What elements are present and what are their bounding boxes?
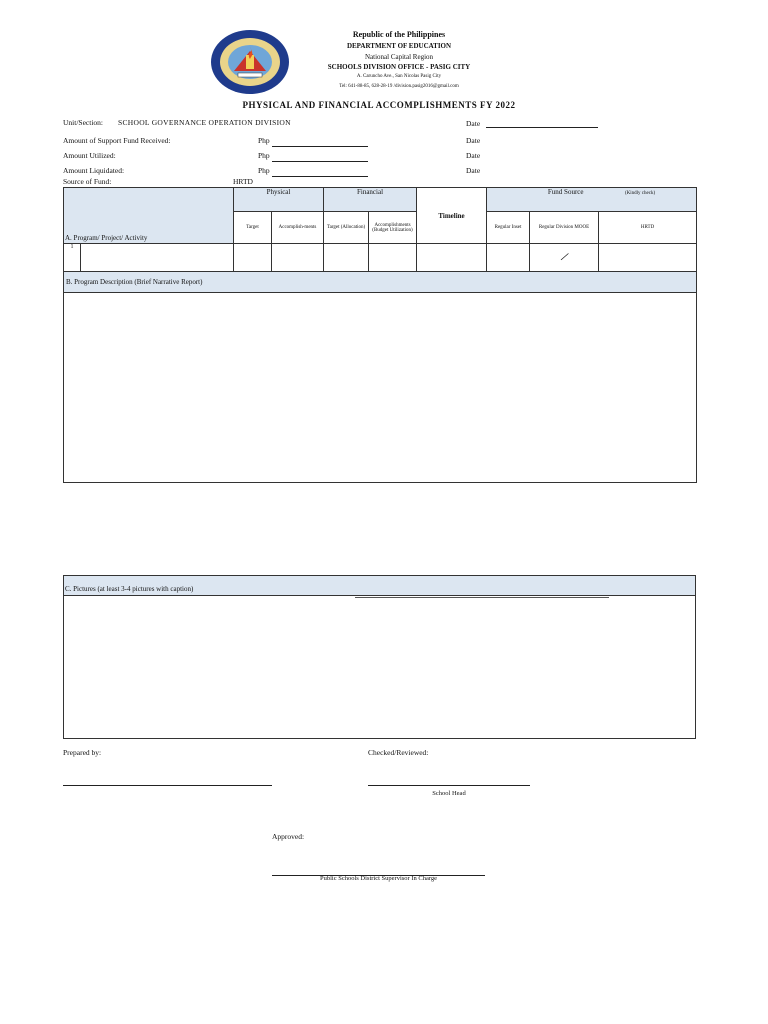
physical-header: Physical [234, 188, 324, 212]
header-office: SCHOOLS DIVISION OFFICE - PASIG CITY [327, 63, 471, 71]
date-label-4: Date [466, 166, 481, 175]
amount-liquidated-field[interactable] [272, 176, 368, 177]
amount-liquidated-label: Amount Liquidated: [63, 166, 125, 175]
program-header-cell [64, 188, 234, 244]
prepared-by-label: Prepared by: [63, 748, 102, 757]
financial-accomplishments-header: Accomplishments (Budget Utilization) [369, 212, 417, 244]
date-label-3: Date [466, 151, 481, 160]
php-label-2: Php [258, 151, 270, 160]
financial-accomplishments-cell[interactable] [369, 244, 417, 272]
fund-source-header: Fund Source [547, 188, 584, 196]
source-of-fund-value: HRTD [233, 177, 253, 186]
physical-target-cell[interactable] [234, 244, 272, 272]
regular-insert-header: Regular Inset [487, 212, 530, 244]
header-contact: Tel: 641-88-85, 628-28-19 /division.pasig2016@gmail.com [339, 84, 459, 89]
page-title: PHYSICAL AND FINANCIAL ACCOMPLISHMENTS FY 2022 [242, 100, 516, 110]
physical-target-header: Target [234, 212, 272, 244]
support-fund-label: Amount of Support Fund Received: [63, 136, 171, 145]
unit-value: SCHOOL GOVERNANCE OPERATION DIVISION [118, 118, 291, 127]
prepared-by-signature-line[interactable] [63, 785, 272, 786]
php-label-1: Php [258, 136, 270, 145]
date-label-1: Date [466, 119, 481, 128]
pictures-area[interactable] [63, 595, 696, 739]
header-republic: Republic of the Philippines [352, 30, 446, 39]
source-of-fund-label: Source of Fund: [63, 177, 112, 186]
regular-division-checkbox[interactable] [530, 244, 599, 272]
fund-source-header-cell [487, 188, 697, 212]
physical-accomplishments-header: Accomplish-ments [272, 212, 324, 244]
physical-accomplishments-cell[interactable] [272, 244, 324, 272]
approved-label: Approved: [272, 832, 305, 841]
header-address: A. Caruncho Ave., San Nicolas Pasig City [356, 74, 442, 79]
supervisor-label: Public Schools District Supervisor In Charge [319, 875, 438, 882]
section-b-header: B. Program Description (Brief Narrative Report) [64, 272, 697, 293]
financial-target-cell[interactable] [324, 244, 369, 272]
school-head-label: School Head [432, 790, 466, 797]
hrtd-header: HRTD [599, 212, 697, 244]
financial-header: Financial [324, 188, 417, 212]
checked-by-label: Checked/Reviewed: [368, 748, 429, 757]
check-mark: / [558, 249, 570, 265]
support-fund-field[interactable] [272, 146, 368, 147]
date-label-2: Date [466, 136, 481, 145]
amount-utilized-field[interactable] [272, 161, 368, 162]
regular-division-header: Regular Division MOOE [530, 212, 599, 244]
header-department: DEPARTMENT OF EDUCATION [346, 42, 452, 50]
timeline-cell[interactable] [417, 244, 487, 272]
php-label-3: Php [258, 166, 270, 175]
kindly-check-note: (Kindly check) [625, 191, 656, 196]
unit-label: Unit/Section: [63, 118, 103, 127]
timeline-header: Timeline [417, 188, 487, 244]
regular-insert-checkbox[interactable] [487, 244, 530, 272]
hrtd-checkbox[interactable] [599, 244, 697, 272]
date-field-1[interactable] [486, 127, 598, 128]
section-c-header: C. Pictures (at least 3-4 pictures with caption) [65, 585, 194, 593]
accomplishment-table [63, 187, 697, 483]
program-header: A. Program/ Project/ Activity [65, 234, 148, 242]
checked-by-signature-line[interactable] [368, 785, 530, 786]
narrative-report-area[interactable] [64, 293, 697, 483]
header-region: National Capital Region [364, 53, 434, 61]
amount-utilized-label: Amount Utilized: [63, 151, 116, 160]
financial-target-header: Target (Allocation) [324, 212, 369, 244]
program-cell[interactable] [81, 244, 234, 272]
row-number: 1 [64, 244, 81, 272]
